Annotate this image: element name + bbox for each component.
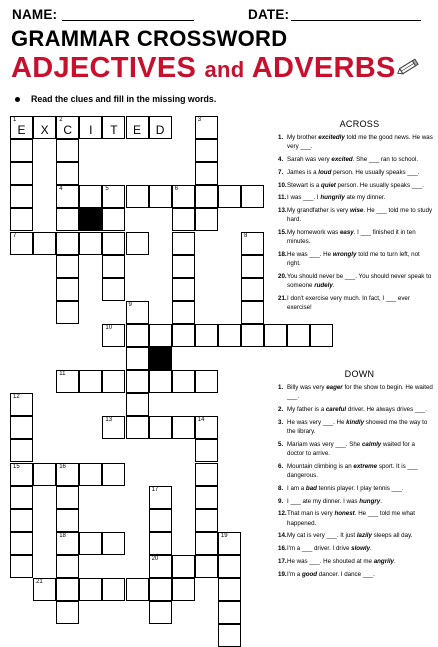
crossword-square[interactable] <box>195 555 218 578</box>
clue-text <box>287 570 433 579</box>
crossword-square[interactable] <box>56 601 79 624</box>
crossword-square[interactable] <box>218 324 241 347</box>
clue-item <box>278 544 433 553</box>
crossword-square[interactable] <box>195 116 218 139</box>
clue-text <box>287 405 433 414</box>
crossword-square[interactable] <box>10 116 33 139</box>
clue-key-word: excitedly <box>318 134 345 141</box>
crossword-square[interactable] <box>172 255 195 278</box>
clue-text-part: Billy was very <box>287 384 327 391</box>
clue-text-part: . <box>393 557 396 565</box>
crossword-square[interactable] <box>241 185 264 208</box>
crossword-square[interactable] <box>79 232 102 255</box>
crossword-square[interactable] <box>149 185 172 208</box>
clue-item <box>278 497 433 506</box>
clue-number-label: 12 <box>13 394 20 401</box>
clue-item <box>278 250 433 268</box>
clue-text <box>287 509 433 527</box>
clue-key-word: calmly <box>361 440 382 448</box>
clue-text <box>287 440 433 458</box>
crossword-square[interactable] <box>195 324 218 347</box>
clue-number-label: 13 <box>105 417 113 424</box>
crossword-square[interactable] <box>10 555 33 578</box>
clue-text-part: He was ___. He shouted at me <box>287 557 374 565</box>
clue-item <box>278 570 433 579</box>
clue-key-word: bad <box>305 484 317 492</box>
clue-item <box>278 206 433 224</box>
clue-item <box>278 168 433 177</box>
clue-number: 7. <box>278 168 284 176</box>
crossword-square[interactable] <box>126 370 149 393</box>
date-label: DATE: <box>248 7 290 22</box>
clue-key-word: rudely <box>314 282 333 290</box>
crossword-square[interactable] <box>56 208 79 231</box>
clue-text <box>287 181 433 190</box>
name-label: NAME: <box>12 7 58 22</box>
crossword-square[interactable] <box>102 532 125 555</box>
crossword-square[interactable] <box>172 301 195 324</box>
crossword-square[interactable] <box>56 463 79 486</box>
crossword-square[interactable] <box>218 532 241 555</box>
clue-text-part: dancer. I dance ___. <box>317 570 375 578</box>
across-heading: ACROSS <box>339 119 380 129</box>
clue-text-part: I ___ ate my dinner. I was <box>287 497 360 505</box>
clue-number-label: 15 <box>13 463 20 470</box>
clue-number-label: 4 <box>59 186 63 193</box>
crossword-square[interactable] <box>10 509 33 532</box>
clue-item <box>278 509 433 527</box>
crossword-square[interactable] <box>195 185 218 208</box>
clue-text <box>287 294 433 312</box>
crossword-square[interactable] <box>10 185 33 208</box>
clue-number-label: 21 <box>36 579 43 585</box>
clue-number-label: 8 <box>244 232 248 239</box>
instructions-text: Read the clues and fill in the missing words. <box>31 94 217 104</box>
clue-key-word: careful <box>325 406 347 413</box>
crossword-square[interactable] <box>10 393 33 416</box>
crossword-square[interactable] <box>10 439 33 462</box>
clue-number-label: 7 <box>13 232 17 239</box>
clue-item <box>278 383 433 401</box>
clue-item <box>278 557 433 566</box>
filled-letter: D <box>155 123 165 137</box>
clue-text-part: My grandfather is very <box>287 207 350 215</box>
crossword-square[interactable] <box>10 416 33 439</box>
crossword-square[interactable] <box>218 185 241 208</box>
clue-number: 14. <box>278 532 287 540</box>
clue-text-part: That man is very <box>287 510 335 518</box>
crossword-square[interactable] <box>195 370 218 393</box>
crossword-square[interactable] <box>195 463 218 486</box>
crossword-square[interactable] <box>33 463 56 486</box>
clue-text-part: told me the good news. He was very ___. <box>287 134 433 151</box>
crossword-square[interactable] <box>102 208 125 231</box>
crossword-square[interactable] <box>56 162 79 185</box>
crossword-square[interactable] <box>56 486 79 509</box>
crossword-square[interactable] <box>102 278 125 301</box>
crossword-square[interactable] <box>195 416 218 439</box>
clue-text <box>287 228 433 246</box>
clue-text <box>287 168 433 177</box>
clue-key-word: lazily <box>356 532 372 540</box>
clue-number: 3. <box>278 418 284 426</box>
clue-text <box>287 155 433 164</box>
clue-text <box>287 272 433 290</box>
clue-number: 1. <box>278 134 284 141</box>
crossword-square[interactable] <box>126 232 149 255</box>
crossword-square[interactable] <box>10 486 33 509</box>
crossword-square[interactable] <box>102 255 125 278</box>
clue-text-part: sleeps all day. <box>371 532 413 540</box>
clue-text-part: James is a <box>287 168 319 176</box>
down-clues <box>278 369 433 583</box>
clue-number: 18. <box>278 251 287 259</box>
clue-text-part: He was ___. He <box>287 251 333 259</box>
crossword-square[interactable] <box>241 255 264 278</box>
clue-text-part: ate my dinner. <box>344 194 386 202</box>
clue-text-part: I'm a <box>287 570 302 578</box>
crossword-square[interactable] <box>172 208 195 231</box>
crossword-square[interactable] <box>172 324 195 347</box>
crossword-square[interactable] <box>56 578 79 601</box>
crossword-square[interactable] <box>56 370 79 393</box>
clue-text-part: Mariam was very ___. She <box>287 440 362 448</box>
crossword-square[interactable] <box>149 486 172 509</box>
clue-item <box>278 462 433 480</box>
clue-text-part: I was ___. I <box>287 194 321 202</box>
clue-text-part: showed me the way to the library. <box>287 418 428 435</box>
clue-text-part: for the show to begin. He waited ___. <box>287 384 433 401</box>
clue-number-label: 10 <box>105 324 113 331</box>
crossword-square[interactable] <box>56 139 79 162</box>
crossword-square[interactable] <box>195 439 218 462</box>
clue-item <box>278 405 433 414</box>
clue-text-part: . He ___ told me what happened. <box>287 510 415 527</box>
crossword-square[interactable] <box>56 509 79 532</box>
crossword-square[interactable] <box>126 578 149 601</box>
clue-text-part: person. He usually speaks ___. <box>335 181 424 189</box>
crossword-square[interactable] <box>79 370 102 393</box>
crossword-square[interactable] <box>56 555 79 578</box>
crossword-square[interactable] <box>79 463 102 486</box>
clue-item <box>278 440 433 458</box>
clue-key-word: eager <box>326 384 343 391</box>
crossword-square[interactable] <box>56 532 79 555</box>
clue-number: 4. <box>278 156 284 163</box>
crossword-square[interactable] <box>172 555 195 578</box>
clue-text-part: driver. He always drives ___. <box>346 406 427 413</box>
clue-key-word: excited <box>331 156 353 163</box>
clue-text-part: My homework was <box>287 229 340 237</box>
crossword-square[interactable] <box>149 324 172 347</box>
clue-item <box>278 418 433 436</box>
crossword-square[interactable] <box>241 278 264 301</box>
clue-key-word: quiet <box>321 181 336 189</box>
crossword-square[interactable] <box>126 185 149 208</box>
crossword-square[interactable] <box>126 393 149 416</box>
clue-number-label: 18 <box>59 532 66 539</box>
filled-letter: C <box>63 123 73 137</box>
clue-text <box>287 497 433 506</box>
clue-text <box>287 206 433 224</box>
clue-number-label: 14 <box>197 417 205 424</box>
crossword-square[interactable] <box>264 324 287 347</box>
clue-number: 12. <box>278 510 287 518</box>
clue-text-part: . I ___ finished it in ten minutes. <box>287 229 416 246</box>
crossword-square[interactable] <box>10 139 33 162</box>
clue-text-part: . She ___ ran to school. <box>352 156 419 163</box>
clue-key-word: wise <box>349 207 364 215</box>
clue-text <box>287 383 433 401</box>
clue-text <box>287 250 433 268</box>
clue-item <box>278 133 433 151</box>
crossword-square[interactable] <box>33 116 56 139</box>
crossword-square[interactable] <box>218 624 241 647</box>
crossword-square[interactable] <box>56 116 79 139</box>
clue-item <box>278 228 433 246</box>
clue-item <box>278 272 433 290</box>
clue-text-part: . <box>332 282 335 290</box>
clue-text-part: I don't exercise very much. In fact, I ___ ever exercise! <box>287 295 410 312</box>
clue-text-part: Mountain climbing is an <box>287 462 354 470</box>
clue-text <box>287 531 433 540</box>
filled-letter: I <box>89 123 93 137</box>
clue-item <box>278 181 433 190</box>
clue-key-word: honest <box>334 510 355 518</box>
crossword-square[interactable] <box>126 116 149 139</box>
clue-number-label: 19 <box>220 532 228 539</box>
clue-text-part: waited for a doctor to arrive. <box>287 440 415 457</box>
crossword-square[interactable] <box>241 301 264 324</box>
crossword-square[interactable] <box>149 370 172 393</box>
clue-number-label: 9 <box>128 301 132 308</box>
clue-key-word: wrongly <box>332 251 357 259</box>
crossword-square[interactable] <box>10 208 33 231</box>
crossword-square[interactable] <box>79 185 102 208</box>
crossword-square[interactable] <box>172 278 195 301</box>
clue-text <box>287 544 433 553</box>
clue-text-part: Stewart is a <box>287 181 322 189</box>
crossword-square[interactable] <box>102 185 125 208</box>
crossword-square[interactable] <box>126 301 149 324</box>
blocked-square <box>79 208 102 231</box>
crossword-square[interactable] <box>56 278 79 301</box>
crossword-square[interactable] <box>102 116 125 139</box>
crossword-square[interactable] <box>56 255 79 278</box>
clue-key-word: loud <box>318 168 332 176</box>
clue-number: 20. <box>278 273 287 281</box>
crossword-square[interactable] <box>149 578 172 601</box>
crossword-square[interactable] <box>241 232 264 255</box>
clue-number: 10. <box>278 181 287 189</box>
clue-text <box>287 557 433 566</box>
clue-text-part: My father is a <box>287 406 326 413</box>
crossword-square[interactable] <box>218 555 241 578</box>
filled-letter: X <box>40 123 49 137</box>
clue-number: 21. <box>278 295 287 303</box>
clue-key-word: good <box>301 570 318 578</box>
down-clue-list <box>278 383 433 579</box>
crossword-square[interactable] <box>79 578 102 601</box>
clue-key-word: slowly <box>351 545 371 553</box>
clue-text-part: . <box>380 497 382 505</box>
clue-text-part: told me to turn left, not right. <box>287 251 420 268</box>
crossword-square[interactable] <box>126 416 149 439</box>
clue-item <box>278 193 433 202</box>
filled-letter: E <box>17 123 26 137</box>
clue-number-label: 20 <box>151 555 159 562</box>
worksheet-title: GRAMMAR CROSSWORD <box>11 26 288 51</box>
clue-number-label: 1 <box>13 117 17 123</box>
crossword-square[interactable] <box>33 232 56 255</box>
crossword-square[interactable] <box>218 578 241 601</box>
clue-number: 2. <box>278 406 284 413</box>
clue-key-word: hungrily <box>320 194 345 202</box>
crossword-square[interactable] <box>172 185 195 208</box>
crossword-square[interactable] <box>149 601 172 624</box>
clue-item <box>278 531 433 540</box>
crossword-square[interactable] <box>56 185 79 208</box>
crossword-square[interactable] <box>126 347 149 370</box>
clue-item <box>278 484 433 493</box>
crossword-square[interactable] <box>149 509 172 532</box>
crossword-square[interactable] <box>126 324 149 347</box>
clue-number-label: 2 <box>59 117 63 123</box>
clue-text-part: tennis player. I play tennis ___. <box>316 484 404 492</box>
clue-number-label: 6 <box>174 186 179 193</box>
crossword-square[interactable] <box>195 532 218 555</box>
clue-key-word: kindly <box>346 418 365 426</box>
crossword-square[interactable] <box>102 370 125 393</box>
clue-text-part: person. He usually speaks ___. <box>331 168 420 176</box>
crossword-square[interactable] <box>195 509 218 532</box>
clue-number: 11. <box>278 194 287 202</box>
crossword-square[interactable] <box>195 162 218 185</box>
clue-number: 8. <box>278 484 284 492</box>
crossword-square[interactable] <box>102 232 125 255</box>
clue-key-word: easy <box>339 229 354 237</box>
crossword-square[interactable] <box>10 162 33 185</box>
clue-number: 13. <box>278 207 287 215</box>
filled-letter: E <box>132 123 141 137</box>
clue-text-part: . <box>370 545 372 553</box>
crossword-square[interactable] <box>56 232 79 255</box>
crossword-square[interactable] <box>33 578 56 601</box>
crossword-square[interactable] <box>218 601 241 624</box>
crossword-square[interactable] <box>195 486 218 509</box>
clue-number-label: 3 <box>197 117 202 123</box>
crossword-square[interactable] <box>10 463 33 486</box>
crossword-square[interactable] <box>56 301 79 324</box>
crossword-square[interactable] <box>172 416 195 439</box>
clue-text-part: He was very ___. He <box>287 418 347 426</box>
clue-key-word: hungry <box>359 497 381 505</box>
crossword-square[interactable] <box>195 208 218 231</box>
clue-number-label: 5 <box>105 186 109 193</box>
crossword-square[interactable] <box>195 139 218 162</box>
clue-number: 5. <box>278 440 284 448</box>
down-heading: DOWN <box>344 369 375 379</box>
crossword-square[interactable] <box>241 324 264 347</box>
crossword-square[interactable] <box>102 416 125 439</box>
subtitle-and: and <box>204 57 245 82</box>
clue-item <box>278 155 433 164</box>
clue-key-word: angrily <box>373 557 394 565</box>
filled-letter: T <box>110 123 118 137</box>
subtitle-part1: ADJECTIVES <box>11 52 205 84</box>
crossword-square[interactable] <box>149 532 172 555</box>
clue-text-part: sport. It is ___ dangerous. <box>287 462 418 479</box>
clue-number: 15. <box>278 229 287 237</box>
clue-number: 19. <box>278 570 287 578</box>
clue-number: 1. <box>278 384 284 391</box>
subtitle-part2: ADVERBS <box>244 52 396 84</box>
clue-text-part: My cat is very ___. It just <box>287 532 357 540</box>
clue-number-label: 11 <box>59 371 66 378</box>
crossword-square[interactable] <box>102 324 125 347</box>
clue-text <box>287 193 433 202</box>
clue-text-part: You should never be ___. You should never speak to someone <box>287 273 432 290</box>
clue-text-part: I'm a ___ driver. I drive <box>287 545 352 553</box>
across-clues <box>278 119 433 316</box>
clue-number: 9. <box>278 497 284 505</box>
clue-text <box>287 133 433 151</box>
crossword-square[interactable] <box>149 116 172 139</box>
clue-text-part: My brother <box>287 134 319 141</box>
crossword-square[interactable] <box>79 532 102 555</box>
clue-text-part: . He ___ told me to study hard. <box>287 207 433 224</box>
crossword-square[interactable] <box>102 463 125 486</box>
clue-text <box>287 462 433 480</box>
blocked-square <box>149 347 172 370</box>
clue-key-word: extreme <box>353 462 378 470</box>
crossword-square[interactable] <box>10 232 33 255</box>
clue-number-label: 17 <box>151 486 159 493</box>
clue-number: 16. <box>278 545 287 553</box>
crossword-square[interactable] <box>287 324 310 347</box>
clue-text-part: I am a <box>287 484 306 492</box>
crossword-square[interactable] <box>149 416 172 439</box>
clue-text-part: Sarah was very <box>287 156 332 163</box>
clue-item <box>278 294 433 312</box>
crossword-square[interactable] <box>172 232 195 255</box>
crossword-square[interactable] <box>10 532 33 555</box>
across-clue-list <box>278 133 433 313</box>
clue-number: 6. <box>278 462 284 470</box>
clue-text <box>287 484 433 493</box>
clue-number: 17. <box>278 557 287 565</box>
clue-number-label: 16 <box>59 463 66 470</box>
crossword-square[interactable] <box>310 324 333 347</box>
crossword-square[interactable] <box>79 116 102 139</box>
clue-text <box>287 418 433 436</box>
crossword-square[interactable] <box>172 370 195 393</box>
crossword-square[interactable] <box>102 578 125 601</box>
crossword-square[interactable] <box>172 578 195 601</box>
crossword-square[interactable] <box>149 555 172 578</box>
